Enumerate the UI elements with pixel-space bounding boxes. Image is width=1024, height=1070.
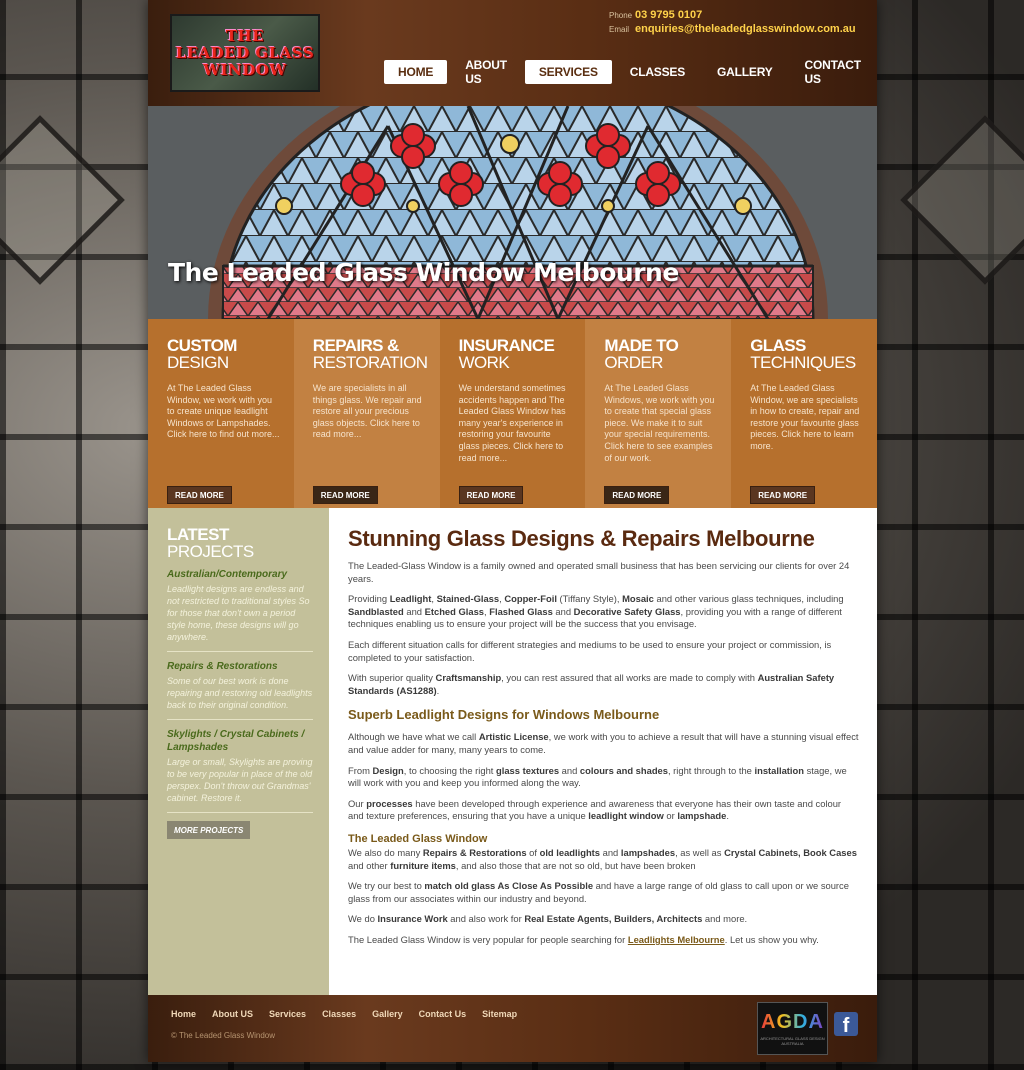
- nav-about-us[interactable]: ABOUT US: [465, 58, 507, 86]
- service-insurance-work[interactable]: [440, 319, 586, 508]
- service-title-line-1: GLASS: [750, 336, 806, 355]
- hero-banner: [148, 106, 877, 319]
- copyright: © The Leaded Glass Window: [171, 1031, 276, 1040]
- project-description: Large or small, Skylights are proving to be very popular in place of the old perspex. Don't throw out Grandmas' cabinet. Restore it.: [167, 757, 313, 803]
- footer-nav: [171, 1009, 533, 1019]
- nav-home[interactable]: HOME: [384, 60, 447, 84]
- phone-label: Phone: [609, 10, 633, 20]
- service-title: [313, 337, 426, 371]
- project-title[interactable]: Repairs & Restorations: [167, 661, 278, 672]
- logo-line-1: THE: [225, 26, 265, 45]
- nav-services[interactable]: SERVICES: [525, 60, 612, 84]
- service-custom-design[interactable]: [148, 319, 294, 508]
- closing-text-end: . Let us show you why.: [724, 933, 819, 945]
- project-description: Some of our best work is done repairing and restoring old leadlights back to their original condition.: [167, 676, 313, 710]
- stained-glass-arch-image: [148, 106, 877, 319]
- service-repairs-restoration[interactable]: [294, 319, 440, 508]
- service-title: [167, 337, 280, 371]
- craftsmanship-paragraph: With superior quality Craftsmanship, you can rest assured that all works are made to comply with Australian Safety Standards (AS1288).: [348, 672, 835, 696]
- service-title-line-2: WORK: [458, 353, 510, 372]
- facebook-icon[interactable]: f: [834, 1012, 858, 1036]
- services-strip: [148, 319, 877, 508]
- read-more-button[interactable]: READ MORE: [750, 486, 815, 504]
- match-glass-paragraph: We try our best to match old glass As Close As Possible and have a large range of old glass to call upon or we source glass from our associates within our industry and beyond.: [348, 880, 849, 904]
- hero-title: The Leaded Glass Window Melbourne: [168, 258, 679, 287]
- service-description: At The Leaded Glass Windows, we work with you to create that special glass piece. We make it to suit your special requirements. Click here to see examples of our work.: [604, 383, 715, 463]
- nav-classes[interactable]: CLASSES: [629, 65, 686, 79]
- service-title-line-2: RESTORATION: [312, 353, 428, 372]
- page: [148, 0, 877, 1062]
- project-item[interactable]: [167, 660, 313, 720]
- leadlights-melbourne-link[interactable]: Leadlights Melbourne: [627, 933, 725, 945]
- header: [148, 0, 877, 106]
- service-made-to-order[interactable]: [585, 319, 731, 508]
- footer-link-classes[interactable]: Classes: [322, 1009, 357, 1019]
- agda-logo-subtext: ARCHITECTURAL GLASS DESIGN AUSTRALIA: [760, 1036, 825, 1046]
- read-more-button[interactable]: READ MORE: [313, 486, 378, 504]
- service-title-line-2: TECHNIQUES: [750, 353, 856, 372]
- footer-link-gallery[interactable]: Gallery: [372, 1009, 403, 1019]
- footer-link-home[interactable]: Home: [171, 1009, 197, 1019]
- sidebar-title-line-2: PROJECTS: [167, 542, 254, 561]
- service-description: We understand sometimes accidents happen and The Leaded Glass Window has many year's experience in restoring your favourite glass pieces. Click here to read more...: [458, 383, 566, 463]
- agda-logo-text: AGDA: [761, 1011, 824, 1033]
- sidebar-latest-projects: [148, 508, 329, 995]
- closing-text: The Leaded Glass Window is very popular for people searching for: [348, 933, 628, 945]
- service-title: [604, 337, 717, 371]
- project-title[interactable]: Skylights / Crystal Cabinets / Lampshades: [167, 729, 305, 753]
- service-title: [750, 337, 863, 371]
- strategies-paragraph: Each different situation calls for different strategies and mediums to be used to ensure your project or commission, is completed to your satisfaction.: [348, 638, 832, 663]
- nav-gallery[interactable]: GALLERY: [717, 65, 773, 79]
- footer: [148, 995, 877, 1062]
- read-more-button[interactable]: READ MORE: [459, 486, 524, 504]
- email-link[interactable]: enquiries@theleadedglasswindow.com.au: [635, 23, 856, 35]
- repairs-paragraph: We also do many Repairs & Restorations of old leadlights and lampshades, as well as Crystal Cabinets, Book Cases and other furniture items, and also those that are not so old, but have been broken: [348, 846, 857, 871]
- insurance-paragraph: We do Insurance Work and also work for Real Estate Agents, Builders, Architects and more.: [348, 913, 748, 925]
- techniques-paragraph: Providing Leadlight, Stained-Glass, Copper-Foil (Tiffany Style), Mosaic and other various glass techniques, including Sandblasted and Etched Glass, Flashed Glass and Decorative Safety Glass, providing you with a range of different techniques enabling us to ensure your project will be the success that you envisage.: [348, 593, 844, 630]
- service-glass-techniques[interactable]: [731, 319, 877, 508]
- service-title-line-1: MADE TO: [604, 336, 679, 355]
- project-description: Leadlight designs are endless and not restricted to traditional styles So for those that don't own a period style home, these designs will go anywhere.: [167, 584, 310, 642]
- artistic-paragraph: Although we have what we call Artistic License, we work with you to achieve a result that will have a stunning visual effect and value adder for many, many years to come.: [348, 731, 859, 755]
- read-more-button[interactable]: READ MORE: [167, 486, 232, 504]
- background-diamond: [0, 115, 125, 285]
- main-nav: [384, 60, 879, 84]
- nav-contact-us[interactable]: CONTACT US: [804, 58, 861, 86]
- footer-link-contact-us[interactable]: Contact Us: [418, 1009, 467, 1019]
- section-heading: Superb Leadlight Designs for Windows Melbourne: [348, 707, 660, 723]
- service-description: At The Leaded Glass Window, we work with you to create unique leadlight Windows or Lampshades. Click here to find out more...: [167, 383, 280, 440]
- service-title-line-1: REPAIRS &: [312, 336, 399, 355]
- logo[interactable]: [170, 14, 320, 92]
- service-title-line-2: ORDER: [604, 353, 663, 372]
- background-diamond: [900, 115, 1024, 285]
- main-content: [329, 508, 877, 995]
- service-description: At The Leaded Glass Window, we are specialists in how to create, repair and restore your favourite glass pieces. Click here to learn more.: [750, 383, 860, 451]
- intro-paragraph: The Leaded-Glass Window is a family owned and operated small business that has been servicing our clients for over 24 years.: [348, 560, 850, 584]
- project-item[interactable]: [167, 728, 313, 813]
- service-description: We are specialists in all things glass. We repair and restore all your precious glass objects. Click here to read more...: [312, 383, 422, 440]
- service-title-line-1: CUSTOM: [167, 336, 237, 355]
- closing-paragraph: [348, 934, 859, 947]
- logo-line-3: WINDOW: [203, 60, 287, 79]
- email-label: Email: [609, 24, 630, 34]
- project-item[interactable]: [167, 568, 313, 652]
- project-title[interactable]: Australian/Contemporary: [167, 569, 288, 580]
- page-title: Stunning Glass Designs & Repairs Melbourne: [348, 526, 815, 551]
- footer-link-sitemap[interactable]: Sitemap: [482, 1009, 518, 1019]
- design-paragraph: From Design, to choosing the right glass textures and colours and shades, right through to the installation stage, we will work with you and keep you informed along the way.: [348, 764, 847, 789]
- processes-paragraph: Our processes have been developed through experience and awareness that everyone has their own taste and colour and texture preferences, ensuring that you have a unique leadlight window or lampshade.: [348, 797, 842, 822]
- subsection-heading: The Leaded Glass Window: [348, 832, 488, 845]
- contact-info: [609, 8, 856, 36]
- sidebar-title: [167, 526, 313, 560]
- sidebar-title-line-1: LATEST: [167, 525, 229, 544]
- service-title-line-1: INSURANCE: [458, 336, 555, 355]
- service-title: [459, 337, 572, 371]
- logo-line-2: LEADED GLASS: [175, 43, 315, 62]
- footer-link-services[interactable]: Services: [269, 1009, 307, 1019]
- footer-link-about-us[interactable]: About US: [212, 1009, 254, 1019]
- read-more-button[interactable]: READ MORE: [604, 486, 669, 504]
- service-title-line-2: DESIGN: [167, 353, 229, 372]
- agda-logo[interactable]: [757, 1002, 828, 1055]
- phone-number[interactable]: 03 9795 0107: [635, 9, 703, 21]
- more-projects-button[interactable]: MORE PROJECTS: [167, 821, 250, 839]
